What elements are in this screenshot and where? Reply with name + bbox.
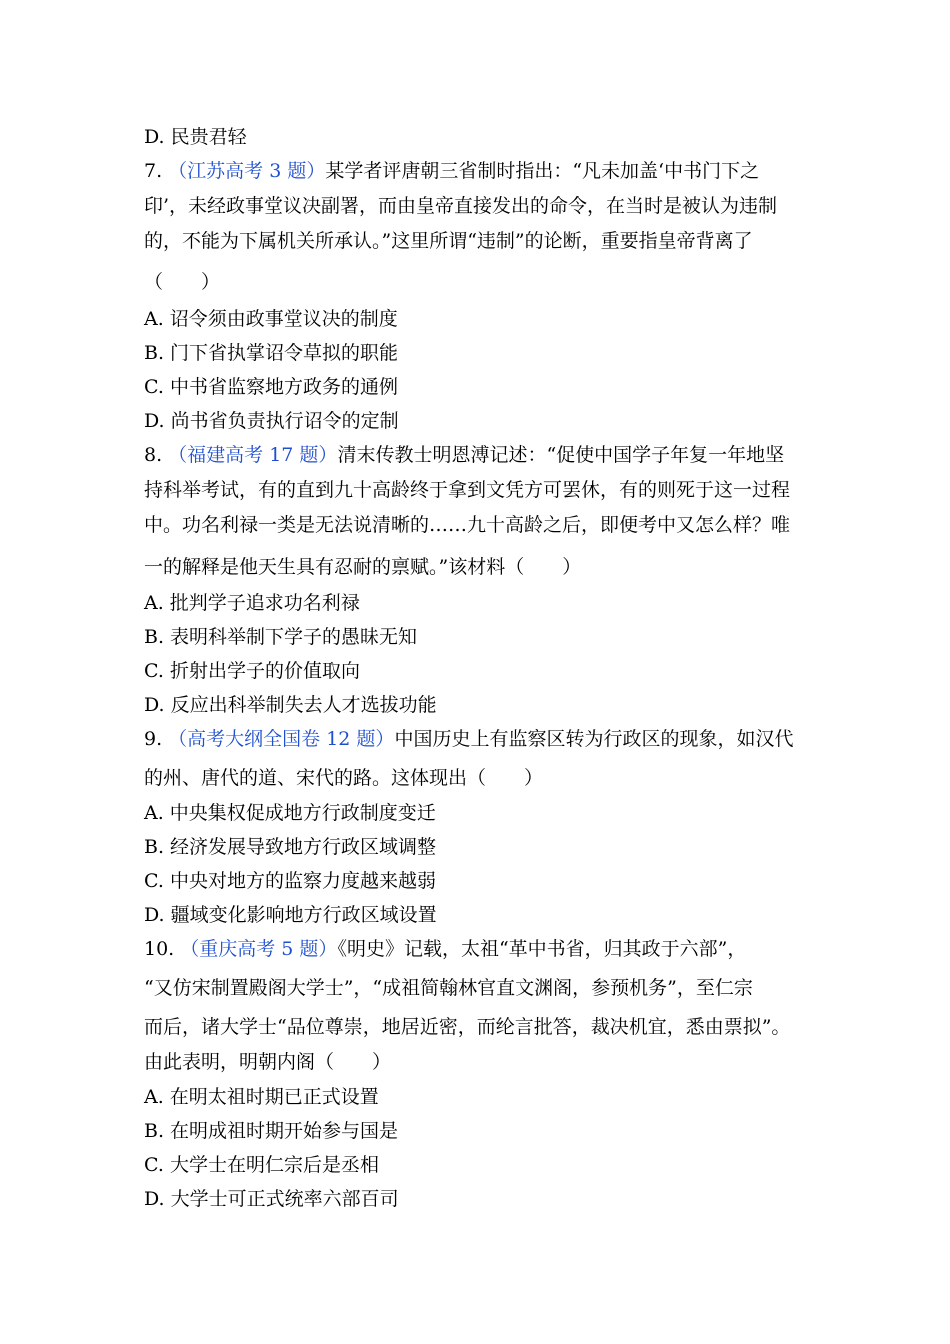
question-text: 印’，未经政事堂议决副署，而由皇帝直接发出的命令，在当时是被认为违制 [144, 195, 778, 217]
question-source: （高考大纲全国卷 12 题） [168, 728, 395, 750]
question-text: 而后，诸大学士“品位尊崇，地居近密，而纶言批答，裁决机宜，悉由票拟”。 [144, 1016, 791, 1038]
option-line: D. 疆域变化影响地方行政区域设置 [144, 904, 437, 926]
option-line: D. 大学士可正式统率六部百司 [144, 1188, 399, 1210]
question-source: （重庆高考 5 题） [180, 938, 338, 960]
question-8-line-1 [144, 438, 824, 472]
option-line: A. 在明太祖时期已正式设置 [144, 1086, 379, 1108]
question-10-line-1 [144, 932, 824, 966]
question-text: 的州、唐代的道、宋代的路。这体现出（ ） [144, 767, 544, 789]
option-line: C. 大学士在明仁宗后是丞相 [144, 1154, 379, 1176]
option-line: B. 经济发展导致地方行政区域调整 [144, 836, 437, 858]
option-line: B. 在明成祖时期开始参与国是 [144, 1120, 399, 1142]
question-text: 清末传教士明恩溥记述：“促使中国学子年复一年地坚 [337, 444, 785, 466]
option-line: D. 民贵君轻 [144, 126, 247, 148]
question-number: 9. [144, 728, 169, 750]
question-text: （ ） [144, 271, 221, 293]
question-text: 中国历史上有监察区转为行政区的现象，如汉代 [394, 728, 794, 750]
option-line: C. 折射出学子的价值取向 [144, 660, 360, 682]
question-text: 一的解释是他天生具有忍耐的禀赋。”该材料（ ） [144, 556, 582, 578]
question-text: 的，不能为下属机关所承认。”这里所谓“违制”的论断，重要指皇帝背离了 [144, 230, 753, 252]
option-line: A. 批判学子追求功名利禄 [144, 592, 360, 614]
question-text: 《明史》记载，太祖“革中书省，归其政于六部”， [337, 938, 747, 960]
question-text: 中。功名利禄一类是无法说清晰的……九十高龄之后，即便考中又怎么样？唯 [144, 514, 791, 536]
question-text: “又仿宋制置殿阁大学士”，“成祖简翰林官直文渊阁，参预机务”，至仁宗 [144, 977, 753, 999]
option-line: D. 反应出科举制失去人才选拔功能 [144, 694, 437, 716]
question-7-line-1 [144, 154, 824, 188]
option-line: C. 中央对地方的监察力度越来越弱 [144, 870, 436, 892]
option-line: C. 中书省监察地方政务的通例 [144, 376, 398, 398]
option-line: D. 尚书省负责执行诏令的定制 [144, 410, 399, 432]
question-text: 持科举考试，有的直到九十高龄终于拿到文凭方可罢休，有的则死于这一过程 [144, 479, 791, 501]
question-number: 7. [144, 160, 169, 182]
question-number: 10. [144, 938, 181, 960]
question-text: 某学者评唐朝三省制时指出：“凡未加盖‘中书门下之 [325, 160, 760, 182]
option-line: B. 表明科举制下学子的愚昧无知 [144, 626, 418, 648]
question-9-line-1 [144, 722, 824, 756]
question-number: 8. [144, 444, 169, 466]
question-source: （江苏高考 3 题） [168, 160, 326, 182]
option-line: A. 中央集权促成地方行政制度变迁 [144, 802, 436, 824]
option-line: A. 诏令须由政事堂议决的制度 [144, 308, 398, 330]
option-line: B. 门下省执掌诏令草拟的职能 [144, 342, 399, 364]
question-source: （福建高考 17 题） [168, 444, 338, 466]
question-text: 由此表明，明朝内阁（ ） [144, 1051, 392, 1073]
